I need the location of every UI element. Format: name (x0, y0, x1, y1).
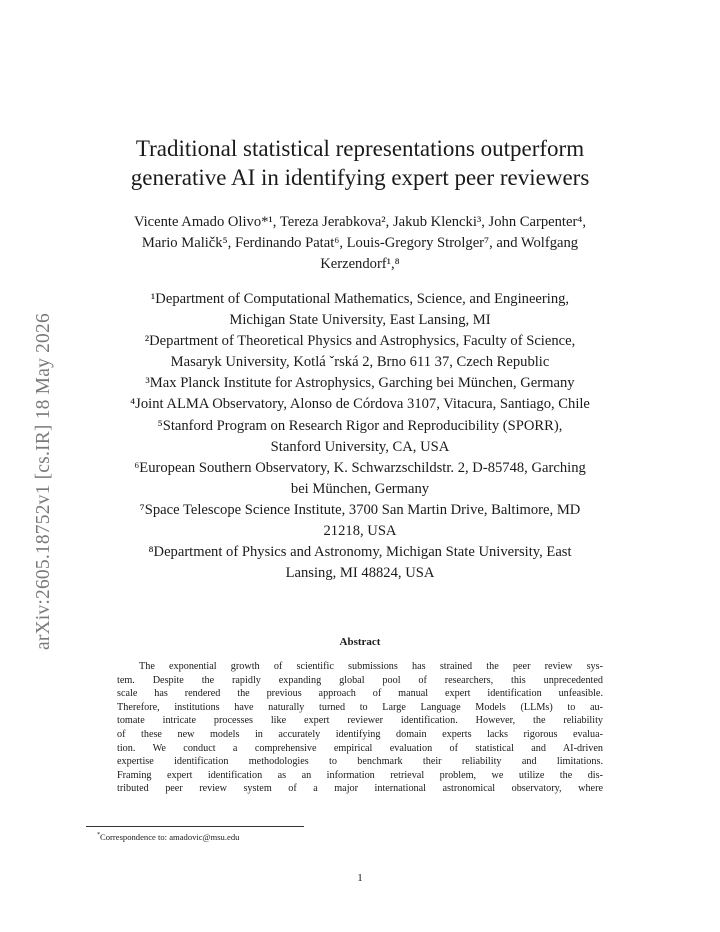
affiliation-line: 21218, USA (323, 523, 397, 540)
footnote-divider (86, 826, 304, 827)
paper-title (90, 134, 630, 192)
abstract-line: tributed peer review system of a major international astronomical observatory, where (117, 783, 603, 795)
title-line: Traditional statistical representations outperform (135, 136, 585, 161)
footnote-marker: * (97, 832, 100, 838)
affiliation-line: ⁸Department of Physics and Astronomy, Michigan State University, East (148, 544, 572, 561)
author-line: Mario Maličk⁵, Ferdinando Patat⁶, Louis-Gregory Strolger⁷, and Wolfgang (141, 235, 579, 251)
affiliation-line: ⁶European Southern Observatory, K. Schwarzschildstr. 2, D-85748, Garching (134, 459, 586, 476)
affiliation-line: Stanford University, CA, USA (270, 438, 450, 455)
abstract-line: expertise identification methodologies to benchmark their reliability and limitations. (117, 756, 603, 768)
abstract-body (117, 660, 603, 796)
affiliation-line: ¹Department of Computational Mathematics, Science, and Engineering, (150, 291, 570, 307)
affiliation-line: ³Max Planck Institute for Astrophysics, Garching bei München, Germany (145, 375, 575, 392)
affiliation-line: ⁴Joint ALMA Observatory, Alonso de Córdova 3107, Vitacura, Santiago, Chile (130, 396, 590, 413)
abstract-line: tem. Despite the rapidly expanding global pool of researchers, this unprecedented (117, 674, 603, 686)
abstract-line: of these new models in accurately identifying domain experts lacks rigorous evalua- (117, 728, 603, 740)
abstract-line: tion. We conduct a comprehensive empirical evaluation of statistical and AI-driven (117, 742, 603, 754)
footnote-text: Correspondence to: amadovic@msu.edu (100, 831, 240, 842)
affiliation-line: ⁵Stanford Program on Research Rigor and Reproducibility (SPORR), (157, 417, 563, 434)
abstract-line: The exponential growth of scientific submissions has strained the peer review sys- (139, 661, 603, 672)
author-list (80, 212, 640, 275)
affiliation-line: bei München, Germany (290, 480, 430, 497)
affiliation-line: Lansing, MI 48824, USA (285, 565, 435, 582)
abstract-line: tomate intricate processes like expert reviewer identification. However, the reliability (117, 715, 603, 727)
author-line: Vicente Amado Olivo*¹, Tereza Jerabkova², Jakub Klencki³, John Carpenter⁴, (133, 214, 587, 230)
affiliation-line: Michigan State University, East Lansing, MI (229, 312, 491, 329)
affiliation-line: ²Department of Theoretical Physics and Astrophysics, Faculty of Science, (144, 333, 576, 350)
abstract-line: scale has rendered the previous approach of manual expert identification unfeasible. (117, 688, 603, 700)
page-number: 1 (357, 872, 363, 884)
title-line: generative AI in identifying expert peer reviewers (130, 165, 590, 190)
abstract-line: Therefore, institutions have naturally turned to Large Language Models (LLMs) to au- (117, 701, 603, 713)
abstract-line: Framing expert identification as an information retrieval problem, we utilize the dis- (117, 769, 603, 781)
author-line: Kerzendorf¹,⁸ (320, 256, 400, 272)
affiliation-line: Masaryk University, Kotlá ˇrská 2, Brno 611 37, Czech Republic (170, 354, 550, 371)
affiliation-list (80, 289, 640, 584)
abstract-heading: Abstract (339, 636, 381, 648)
footnote (97, 830, 497, 843)
affiliation-line: ⁷Space Telescope Science Institute, 3700 San Martin Drive, Baltimore, MD (139, 501, 581, 518)
arxiv-sidebar-id[interactable]: arXiv:2605.18752v1 [cs.IR] 18 May 2026 (33, 313, 54, 650)
